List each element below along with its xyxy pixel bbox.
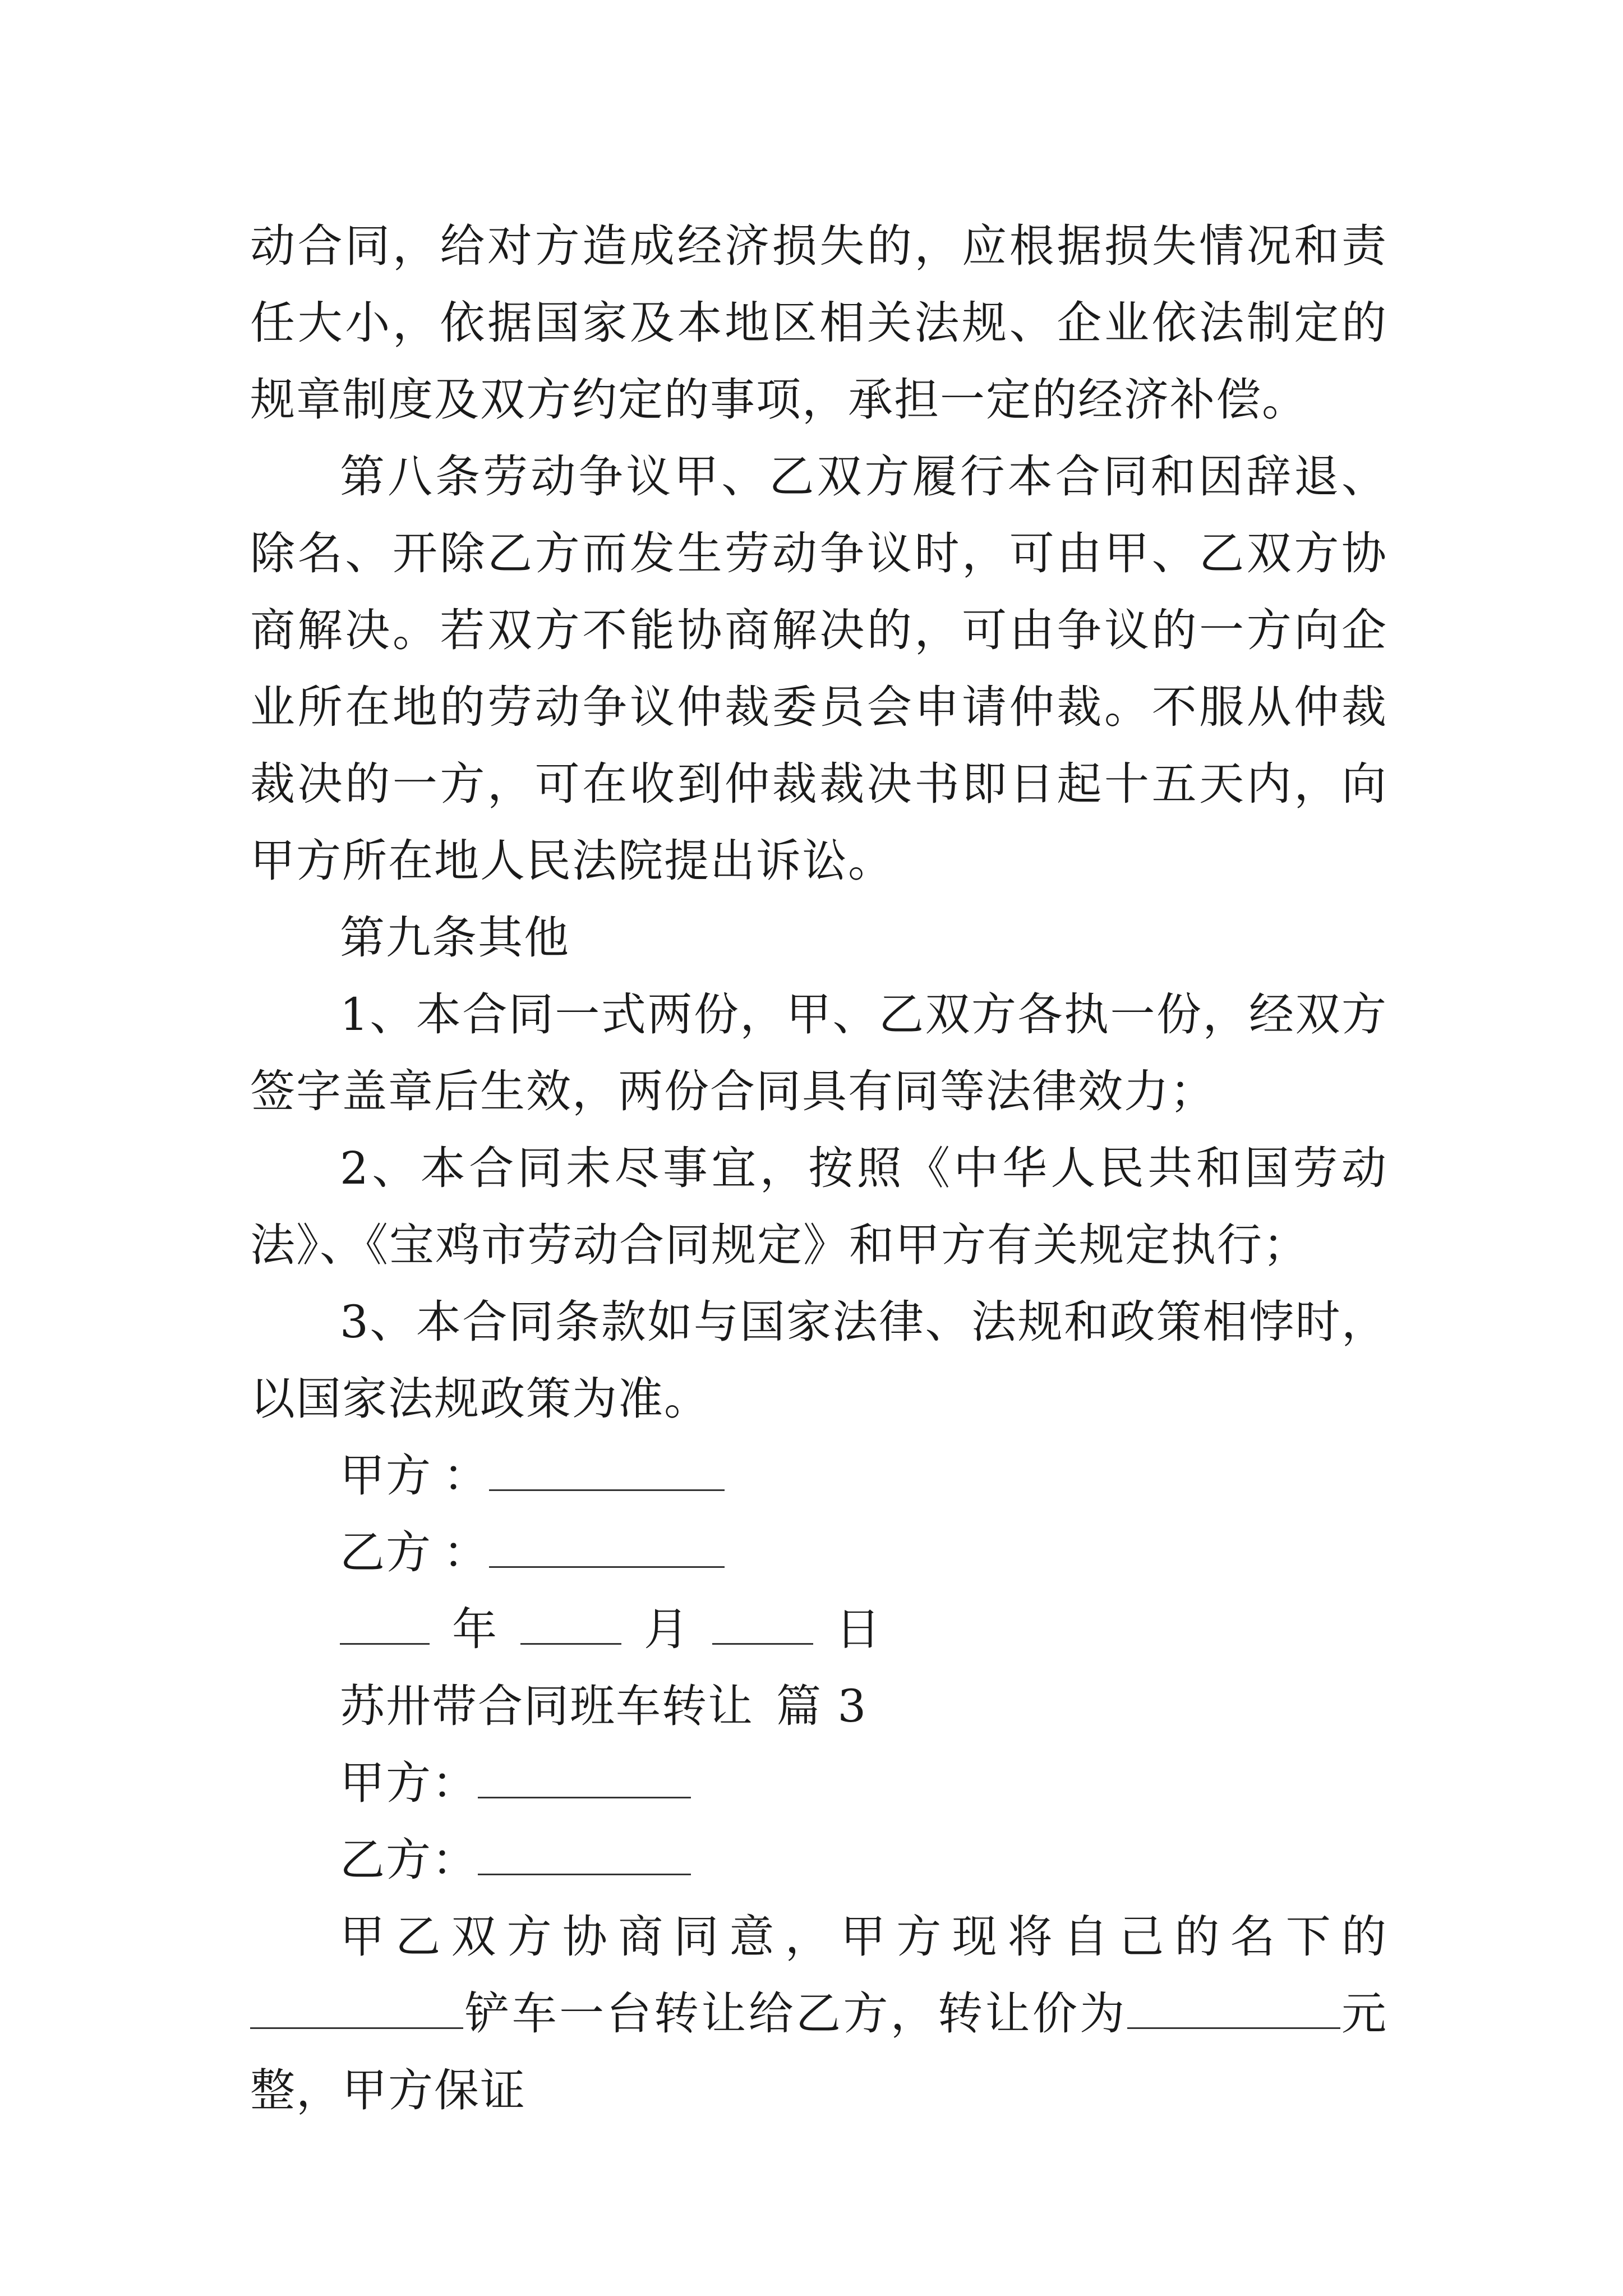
vehicle-name-blank[interactable] [250,1994,463,2029]
month-label: 月 [644,1603,690,1655]
paragraph-clause-2: 2、本合同未尽事宜，按照《中华人民共和国劳动法》、《宝鸡市劳动合同规定》和甲方有关规定执行； [250,1142,1387,1271]
section3-body-text-1: 甲乙双方协商同意，甲方现将自己的名下的 [340,1911,1387,1963]
section3-party-b-blank[interactable] [478,1840,691,1875]
year-blank[interactable] [340,1609,430,1645]
signature-party-b [250,1514,1387,1591]
section3-party-a-label: 甲方： [340,1757,478,1809]
section3-body-text-3: 元整，甲方保证 [250,1987,1387,2116]
section3-body-text-2: 铲车一台转让给乙方，转让价为 [463,1987,1127,2040]
paragraph-article-9-heading: 第九条其他 [340,912,570,964]
document-body [250,208,1387,2129]
party-a-label: 甲方 [340,1450,432,1502]
day-blank[interactable] [712,1609,813,1645]
section3-heading [250,1668,1387,1745]
year-label: 年 [452,1603,498,1655]
section3-article: 篇 3 [776,1680,868,1732]
section3-body [250,1898,1387,2129]
party-b-signature-blank[interactable] [489,1533,725,1568]
section3-party-b [250,1821,1387,1898]
price-blank[interactable] [1127,1994,1340,2029]
section3-title: 苏卅带合同班车转让 [340,1680,754,1732]
section3-party-a [250,1745,1387,1821]
signature-party-a [250,1437,1387,1514]
paragraph-compensation: 动合同，给对方造成经济损失的，应根据损失情况和责任大小，依据国家及本地区相关法规、企业依法制定的规章制度及双方约定的事项，承担一定的经济补偿。 [250,220,1387,426]
month-blank[interactable] [520,1609,621,1645]
section3-party-a-blank[interactable] [478,1763,691,1798]
party-a-signature-blank[interactable] [489,1456,725,1491]
paragraph-clause-3: 3、本合同条款如与国家法律、法规和政策相悖时，以国家法规政策为准。 [250,1296,1387,1425]
signature-date-line [250,1591,1387,1668]
party-b-label: 乙方 [340,1526,432,1579]
party-b-colon: ： [443,1526,489,1579]
party-a-colon: ： [443,1450,489,1502]
paragraph-clause-1: 1、本合同一式两份，甲、乙双方各执一份，经双方签字盖章后生效，两份合同具有同等法律效力； [250,988,1387,1117]
day-label: 日 [836,1603,882,1655]
section3-party-b-label: 乙方： [340,1834,478,1886]
paragraph-article-8: 第八条劳动争议甲、乙双方履行本合同和因辞退、除名、开除乙方而发生劳动争议时，可由甲、乙双方协商解决。若双方不能协商解决的，可由争议的一方向企业所在地的劳动争议仲裁委员会申请仲裁。不服从仲裁裁决的一方，可在收到仲裁裁决书即日起十五天内，向甲方所在地人民法院提出诉讼。 [250,450,1387,887]
